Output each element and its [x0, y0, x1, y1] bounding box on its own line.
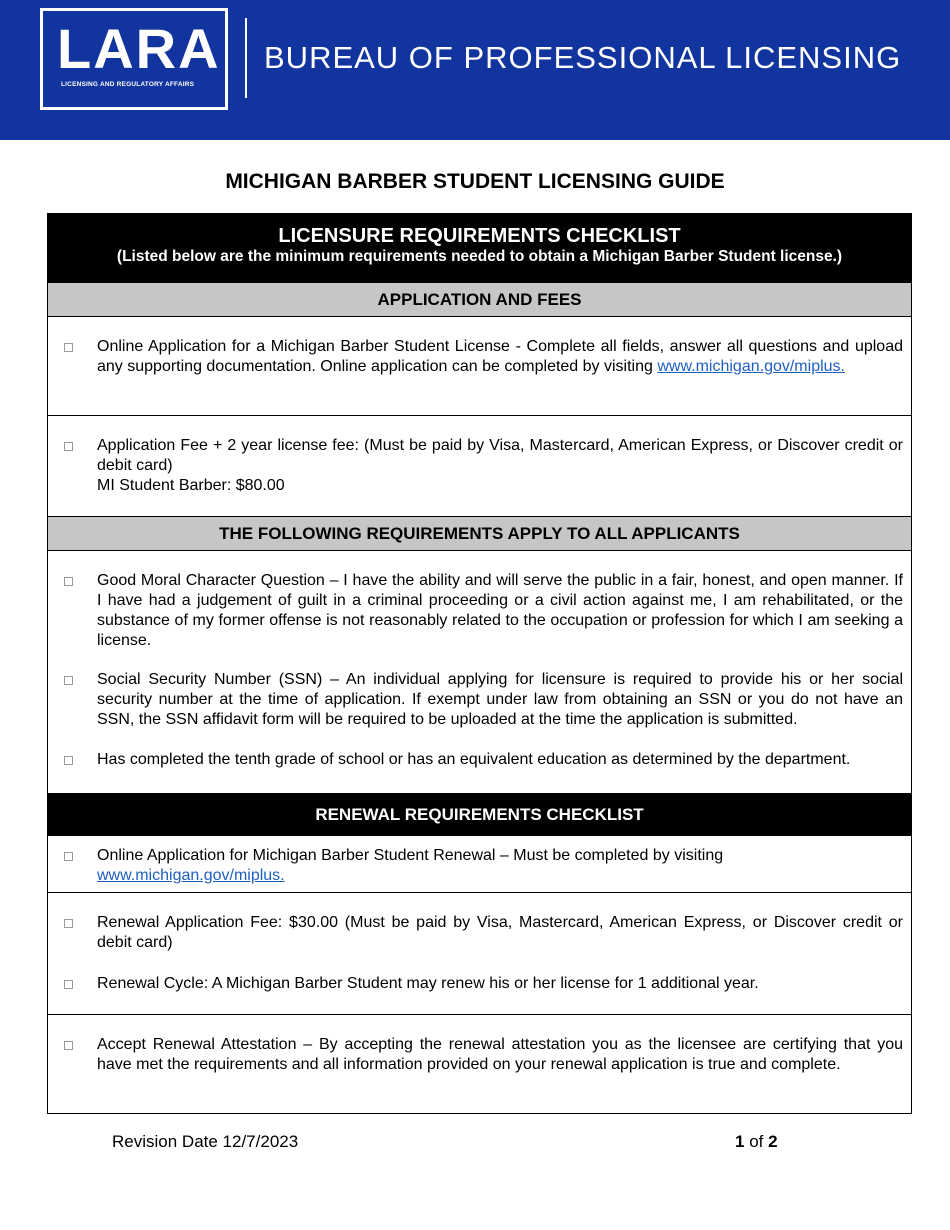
checklist-heading: LICENSURE REQUIREMENTS CHECKLIST	[278, 225, 681, 247]
attestation-item: Accept Renewal Attestation – By accepting the renewal attestation you as the licensee are certifying that you have met the requirements and all information provided on your renewal application is true and complete.	[97, 1036, 903, 1073]
application-fee-item	[48, 415, 911, 517]
checkbox-icon[interactable]	[64, 577, 73, 586]
checkbox-icon[interactable]	[64, 980, 73, 989]
miplus-link[interactable]: www.michigan.gov/miplus.	[657, 358, 845, 375]
miplus-link[interactable]: www.michigan.gov/miplus.	[97, 867, 285, 884]
checklist-subheading: (Listed below are the minimum requirements needed to obtain a Michigan Barber Student license.)	[116, 248, 843, 265]
ssn-item: Social Security Number (SSN) – An individual applying for licensure is required to provide his or her social security number at the time of application. If exempt under law from obtaining an SSN or you do not have an SSN, the SSN affidavit form will be required to be uploaded at the time the application is submitted.	[97, 671, 903, 728]
all-applicants-heading: THE FOLLOWING REQUIREMENTS APPLY TO ALL APPLICANTS	[48, 516, 911, 551]
renewal-online-item	[48, 836, 911, 892]
banner-divider	[245, 18, 247, 98]
checklist-header	[48, 213, 911, 282]
checkbox-icon[interactable]	[64, 756, 73, 765]
moral-character-item: Good Moral Character Question – I have the ability and will serve the public in a fair, honest, and open manner. If I have had a judgement of guilt in a criminal proceeding or a civil action against me, I am rehabilitated, or the substance of my former offense is not reasonably related to the occupation or profession for which I am seeking a license.	[97, 572, 903, 649]
app-fees-heading: APPLICATION AND FEES	[48, 282, 911, 317]
item-text: Online Application for Michigan Barber Student Renewal – Must be completed by visiting www.michigan.gov/miplus.	[97, 846, 903, 886]
renewal-fee-item: Renewal Application Fee: $30.00 (Must be paid by Visa, Mastercard, American Express, or Discover credit or debit card)	[97, 914, 903, 951]
logo-text: LARA	[57, 17, 221, 80]
header-banner	[0, 0, 950, 140]
checkbox-icon[interactable]	[64, 852, 73, 861]
page-title: MICHIGAN BARBER STUDENT LICENSING GUIDE	[225, 170, 725, 193]
checkbox-icon[interactable]	[64, 1041, 73, 1050]
item-text	[97, 436, 903, 496]
fee-description: Application Fee + 2 year license fee: (Must be paid by Visa, Mastercard, American Express, or Discover credit or debit card)	[97, 437, 903, 474]
checkbox-icon[interactable]	[64, 676, 73, 685]
renewal-fee-section	[48, 892, 911, 1015]
fee-amount: MI Student Barber: $80.00	[97, 477, 285, 494]
education-item: Has completed the tenth grade of school or has an equivalent education as determined by the department.	[97, 751, 851, 768]
renewal-attestation-section	[48, 1014, 911, 1114]
page-number: 1 of 2	[735, 1132, 778, 1151]
checkbox-icon[interactable]	[64, 442, 73, 451]
item-text: Online Application for a Michigan Barber Student License - Complete all fields, answer all questions and upload any supporting documentation. Online application can be completed by visiting www.michigan.gov/miplus.	[97, 338, 903, 375]
renewal-heading: RENEWAL REQUIREMENTS CHECKLIST	[48, 793, 911, 836]
all-applicants-section	[48, 551, 911, 793]
logo-subtext: LICENSING AND REGULATORY AFFAIRS	[61, 81, 195, 88]
revision-date: Revision Date 12/7/2023	[112, 1132, 299, 1151]
lara-logo	[40, 8, 228, 110]
requirements-table	[47, 213, 912, 1114]
bureau-name: BUREAU OF PROFESSIONAL LICENSING	[264, 40, 902, 75]
renewal-cycle-item: Renewal Cycle: A Michigan Barber Student may renew his or her license for 1 additional year.	[97, 975, 759, 992]
checkbox-icon[interactable]	[64, 919, 73, 928]
checkbox-icon[interactable]	[64, 343, 73, 352]
online-application-item	[48, 317, 911, 415]
